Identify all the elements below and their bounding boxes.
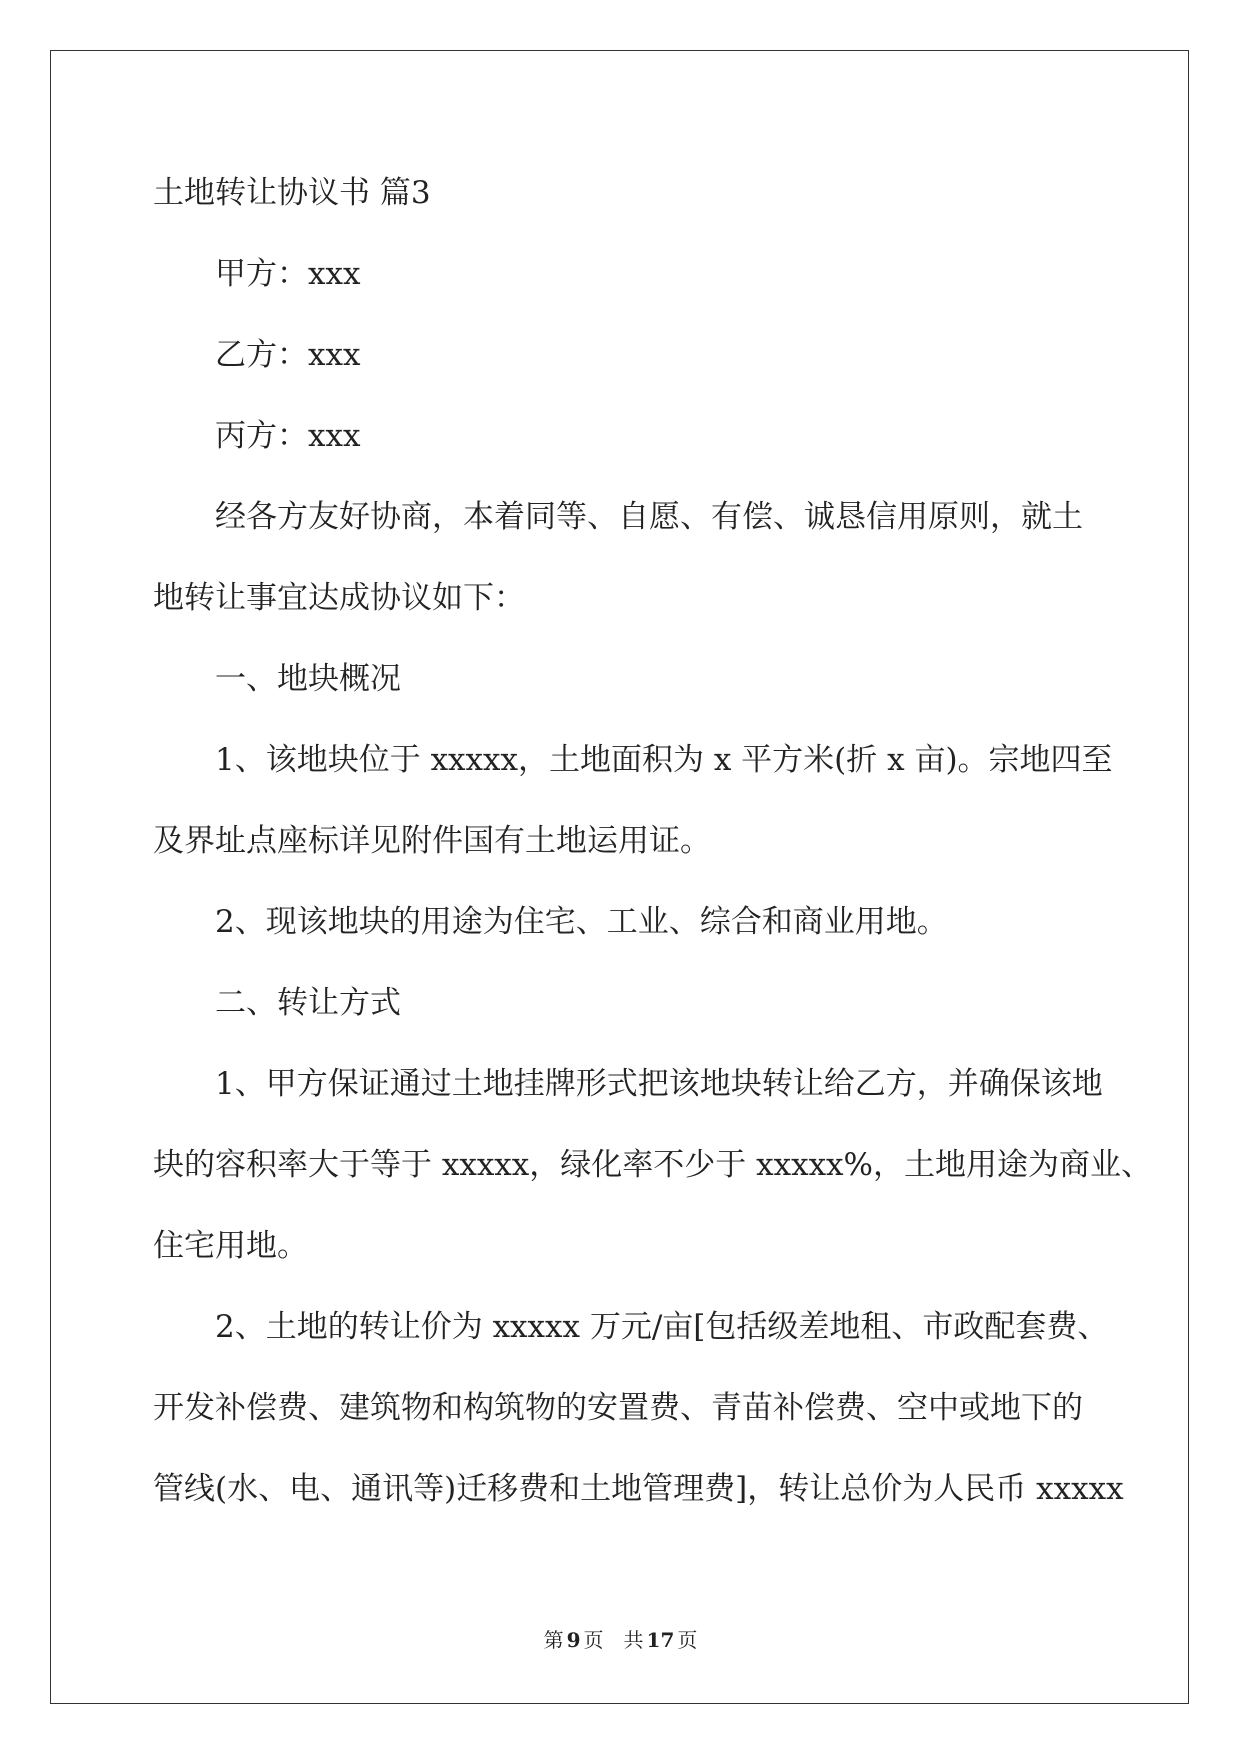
preamble-line: 地转让事宜达成协议如下： bbox=[153, 580, 525, 616]
page-suffix: 页 bbox=[583, 1628, 604, 1652]
page-footer bbox=[0, 1626, 1241, 1654]
page-prefix: 第 bbox=[543, 1628, 564, 1652]
preamble-line: 经各方友好协商，本着同等、自愿、有偿、诚恳信用原则，就土 bbox=[215, 499, 1083, 535]
document-title: 土地转让协议书 篇3 bbox=[153, 175, 431, 211]
party-a: 甲方：xxx bbox=[215, 256, 361, 292]
paragraph-line: 住宅用地。 bbox=[153, 1228, 308, 1264]
total-pages: 17 bbox=[646, 1628, 675, 1652]
document-body bbox=[153, 153, 1153, 1530]
total-suffix: 页 bbox=[677, 1628, 698, 1652]
paragraph-line: 2、现该地块的用途为住宅、工业、综合和商业用地。 bbox=[215, 904, 948, 940]
paragraph-line: 开发补偿费、建筑物和构筑物的安置费、青苗补偿费、空中或地下的 bbox=[153, 1390, 1083, 1426]
paragraph-line: 1、该地块位于 xxxxx，土地面积为 x 平方米(折 x 亩)。宗地四至 bbox=[215, 742, 1113, 778]
section-heading: 一、地块概况 bbox=[215, 661, 401, 697]
party-b: 乙方：xxx bbox=[215, 337, 361, 373]
section-heading: 二、转让方式 bbox=[215, 985, 401, 1021]
paragraph-line: 2、土地的转让价为 xxxxx 万元/亩[包括级差地租、市政配套费、 bbox=[215, 1309, 1109, 1345]
page-number: 9 bbox=[566, 1628, 581, 1652]
paragraph-line: 1、甲方保证通过土地挂牌形式把该地块转让给乙方，并确保该地 bbox=[215, 1066, 1103, 1102]
paragraph-line: 块的容积率大于等于 xxxxx，绿化率不少于 xxxxx%，土地用途为商业、 bbox=[153, 1147, 1152, 1183]
total-prefix: 共 bbox=[623, 1628, 644, 1652]
party-c: 丙方：xxx bbox=[215, 418, 361, 454]
paragraph-line: 及界址点座标详见附件国有土地运用证。 bbox=[153, 823, 711, 859]
paragraph-line: 管线(水、电、通讯等)迁移费和土地管理费]，转让总价为人民币 xxxxx bbox=[153, 1471, 1124, 1507]
